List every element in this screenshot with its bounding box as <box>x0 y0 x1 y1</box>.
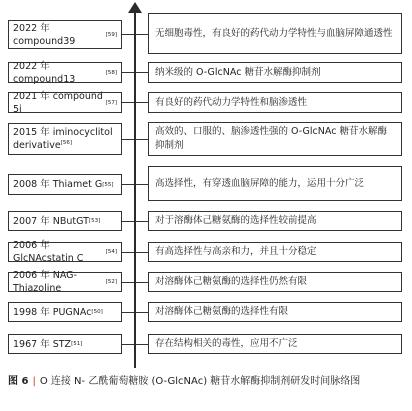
desc-connector <box>136 102 148 103</box>
timeline-description-box <box>148 242 402 262</box>
date-connector <box>122 344 134 345</box>
timeline-date: 2021 年 compound 5i <box>13 90 103 115</box>
timeline-description: 有高选择性与高亲和力，并且十分稳定 <box>155 246 317 257</box>
figure-label: 图 6 <box>8 376 29 387</box>
timeline-date <box>13 126 117 152</box>
timeline-description-box <box>148 272 402 292</box>
timeline-description: 高选择性，有穿透血脑屏障的能力，运用十分广泛 <box>155 177 365 189</box>
timeline-description: 存在结构相关的毒性，应用不广泛 <box>155 338 298 349</box>
timeline-date: 2022 年 compound39 <box>13 22 76 47</box>
date-connector <box>122 34 134 35</box>
timeline-date-box: 2006 年 NAG-Thiazoline [52] <box>8 272 122 292</box>
timeline-date: 2006 年 NAG-Thiazoline <box>13 270 77 294</box>
timeline-description: 高效的、口服的、脑渗透性强的 O-GlcNAc 糖苷水解酶抑制剂 <box>155 126 387 151</box>
timeline-date: 1998 年 PUGNAc <box>13 306 92 318</box>
timeline-date-box <box>8 123 122 155</box>
timeline-description-box <box>148 166 402 201</box>
desc-connector <box>136 312 148 313</box>
desc-connector <box>136 34 148 35</box>
date-connector <box>122 252 134 253</box>
timeline-description: 纳米级的 O-GlcNAc 糖苷水解酶抑制剂 <box>155 66 321 78</box>
timeline-date-box: 1998 年 PUGNAc [50] <box>8 302 122 322</box>
desc-connector <box>136 139 148 140</box>
timeline-description-box <box>148 122 402 156</box>
timeline-date-box: 2008 年 Thiamet G [55] <box>8 174 122 195</box>
desc-connector <box>136 184 148 185</box>
timeline-axis <box>134 12 136 368</box>
timeline-description: 无细胞毒性，有良好的药代动力学特性与血脑屏障通透性 <box>155 27 393 39</box>
timeline-date: 2007 年 NButGT <box>13 215 89 227</box>
caption-text: O 连接 N- 乙酰葡萄糖胺 (O-GlcNAc) 糖苷水解酶抑制剂研发时间脉络图 <box>39 376 361 387</box>
timeline-date-box: 1967 年 STZ [51] <box>8 334 122 354</box>
desc-connector <box>136 221 148 222</box>
date-connector <box>122 282 134 283</box>
timeline-date-box: 2006 年 GlcNAcstatin C [54] <box>8 242 122 262</box>
timeline-date-box: 2022 年 compound39 [59] <box>8 20 122 49</box>
timeline-description-box <box>148 62 402 83</box>
timeline-description: 对溶酶体己糖氨酶的选择性有限 <box>155 306 289 317</box>
date-connector <box>122 139 134 140</box>
timeline-description: 有良好的药代动力学特性和脑渗透性 <box>155 96 308 108</box>
date-connector <box>122 102 134 103</box>
figure-caption <box>8 374 404 389</box>
timeline-description: 对于溶酶体己糖氨酶的选择性较前提高 <box>155 215 317 226</box>
timeline-description-box <box>148 302 402 322</box>
timeline-date: 2008 年 Thiamet G <box>13 179 103 190</box>
date-connector <box>122 72 134 73</box>
timeline-date-box: 2007 年 NButGT [53] <box>8 211 122 231</box>
desc-connector <box>136 344 148 345</box>
timeline-date-text: 2015 年 iminocyclitol derivative <box>13 127 113 151</box>
timeline-date: 2006 年 GlcNAcstatin C <box>13 240 84 264</box>
caption-separator: | <box>32 376 36 387</box>
timeline-description-box <box>148 13 402 54</box>
timeline-date-box: 2022 年 compound13 [58] <box>8 62 122 83</box>
timeline-description-box <box>148 211 402 231</box>
reference-marker: [56] <box>60 139 72 146</box>
date-connector <box>122 312 134 313</box>
timeline-date: 2022 年 compound13 <box>13 60 76 85</box>
date-connector <box>122 184 134 185</box>
timeline-description: 对溶酶体己糖氨酶的选择性仍然有限 <box>155 276 308 287</box>
timeline-date: 1967 年 STZ <box>13 338 72 350</box>
date-connector <box>122 221 134 222</box>
timeline-description-box <box>148 92 402 113</box>
timeline-description-box <box>148 334 402 354</box>
desc-connector <box>136 72 148 73</box>
desc-connector <box>136 252 148 253</box>
timeline-date-box: 2021 年 compound 5i [57] <box>8 92 122 113</box>
desc-connector <box>136 282 148 283</box>
